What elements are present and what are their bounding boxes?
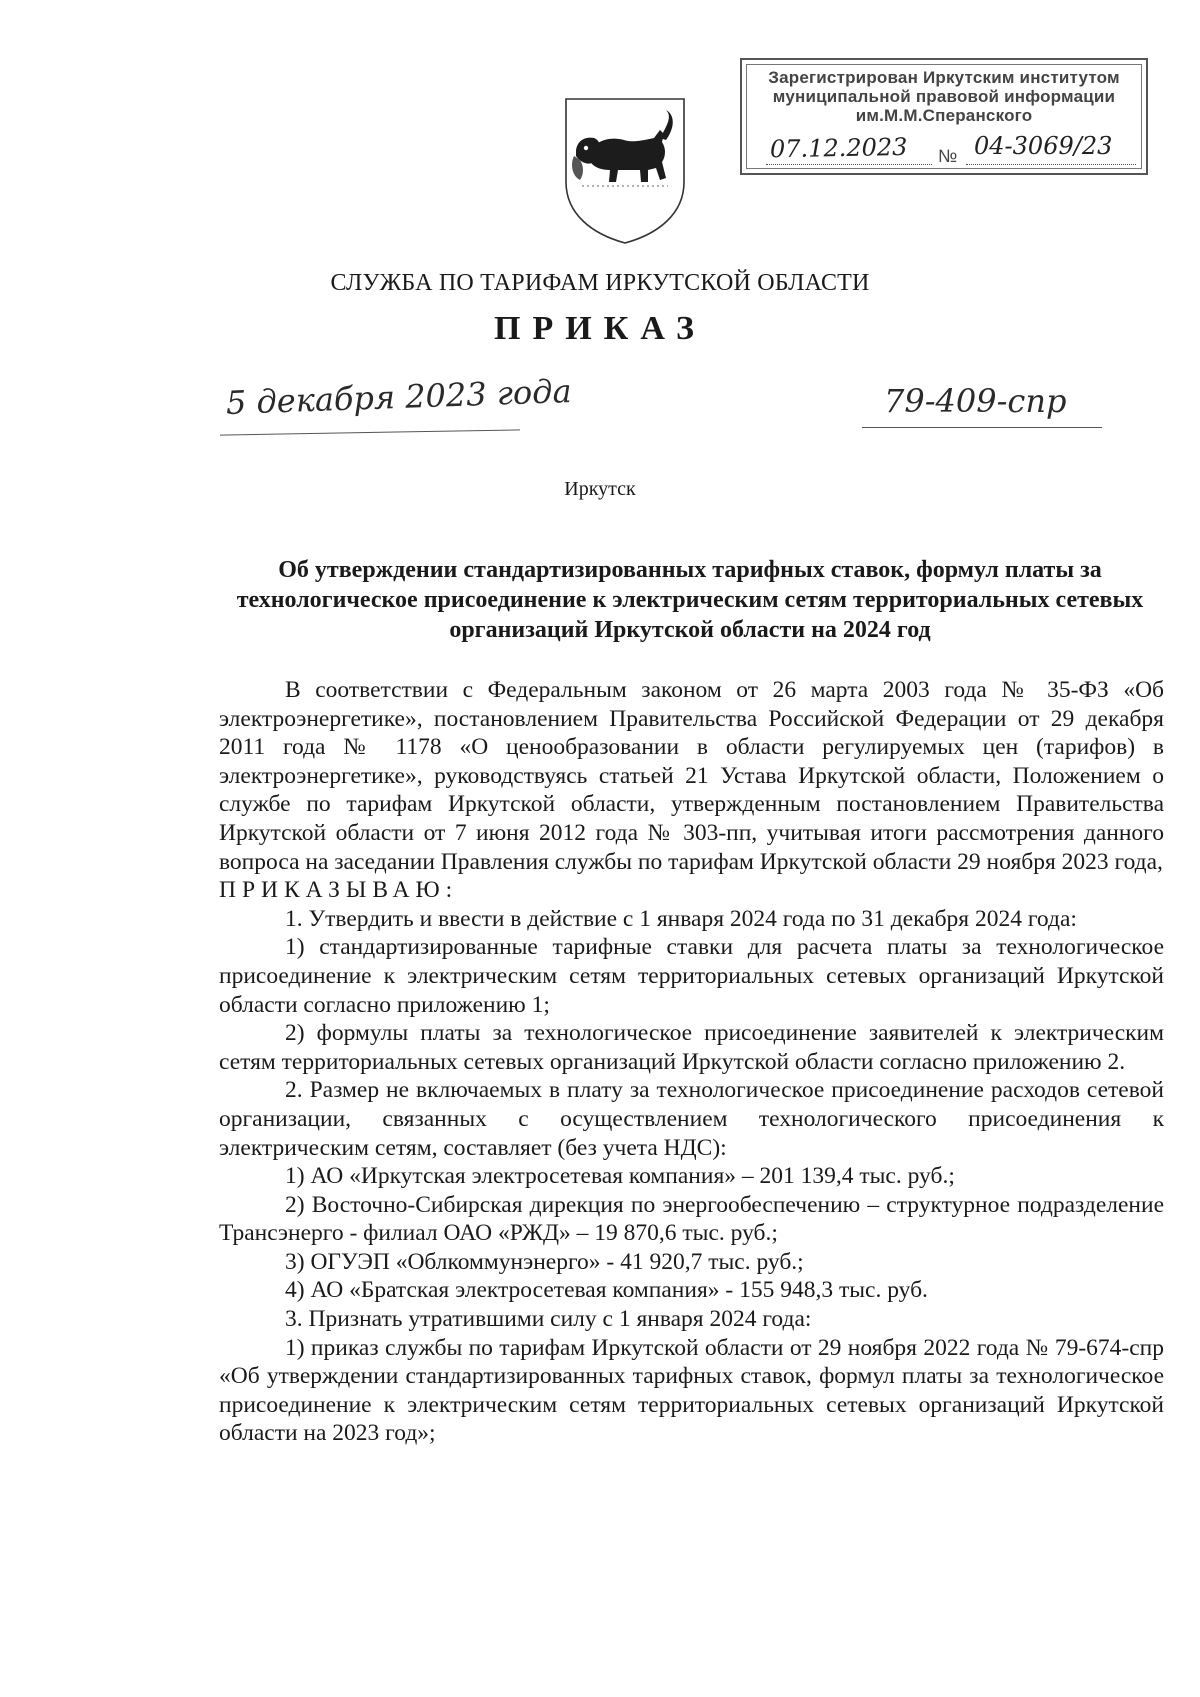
clause-1-item-1: 1) стандартизированные тарифные ставки для расчета платы за технологическое присоединение к электрическим сетям территориальных сетевых организаций Иркутской области согласно приложению 1; bbox=[219, 934, 1164, 1018]
clause-1: 1. Утвердить и ввести в действие с 1 января 2024 года по 31 декабря 2024 года: bbox=[285, 905, 1077, 932]
stamp-date-handwritten: 07.12.2023 bbox=[769, 132, 908, 164]
document-body bbox=[219, 676, 1164, 1448]
clause-2: 2. Размер не включаемых в плату за технологическое присоединение расходов сетевой организации, связанных с осуществлением технологического присоединения к электрическим сетям, составляет (без учета НДС): bbox=[219, 1077, 1164, 1161]
document-type-heading: ПРИКАЗ bbox=[494, 310, 706, 347]
clause-2-item-2: 2) Восточно-Сибирская дирекция по энергообеспечению – структурное подразделение Трансэнерго - филиал ОАО «РЖД» – 19 870,6 тыс. руб.; bbox=[219, 1191, 1164, 1247]
clause-1-item-2: 2) формулы платы за технологическое присоединение заявителей к электрическим сетям территориальных сетевых организаций Иркутской области согласно приложению 2. bbox=[219, 1020, 1164, 1075]
city-name: Иркутск bbox=[564, 478, 636, 500]
clause-2-item-4: 4) АО «Братская электросетевая компания» - 155 948,3 тыс. руб. bbox=[285, 1277, 928, 1304]
stamp-date-underline bbox=[766, 164, 932, 165]
agency-name: СЛУЖБА ПО ТАРИФАМ ИРКУТСКОЙ ОБЛАСТИ bbox=[330, 270, 870, 296]
clause-2-item-3: 3) ОГУЭП «Облкоммунэнерго» - 41 920,7 тыс. руб.; bbox=[285, 1248, 804, 1275]
order-number-handwritten: 79-409-спр bbox=[884, 382, 1067, 420]
order-date-handwritten: 5 декабря 2023 года bbox=[225, 371, 573, 422]
clause-2-item-1: 1) АО «Иркутская электросетевая компания» – 201 139,4 тыс. руб.; bbox=[285, 1163, 955, 1190]
stamp-line-3: им.М.М.Сперанского bbox=[855, 106, 1033, 125]
stamp-number-underline bbox=[966, 164, 1136, 165]
coat-of-arms-emblem bbox=[562, 96, 688, 246]
order-number-underline bbox=[862, 427, 1102, 428]
order-date-underline bbox=[220, 429, 520, 435]
clause-3: 3. Признать утратившими силу с 1 января 2024 года: bbox=[285, 1306, 812, 1333]
stamp-line-2: муниципальной правовой информации bbox=[772, 87, 1116, 106]
clause-3-item-1: 1) приказ службы по тарифам Иркутской области от 29 ноября 2022 года № 79-674-спр «Об утверждении стандартизированных тарифных ставок, формул платы за технологическое присоединение к электрическим сетям территориальных сетевых организаций Иркутской области на 2023 год»; bbox=[219, 1334, 1164, 1447]
decree-word: ПРИКАЗЫВАЮ: bbox=[219, 877, 459, 904]
stamp-line-1: Зарегистрирован Иркутским институтом bbox=[768, 68, 1120, 87]
registration-stamp bbox=[740, 58, 1148, 175]
stamp-number-label: № bbox=[938, 146, 958, 166]
document-title: Об утверждении стандартизированных тарифных ставок, формул платы за технологическое присоединение к электрическим сетям территориальных сетевых организаций Иркутской области на 2024 год bbox=[236, 557, 1144, 643]
preamble-paragraph: В соответствии с Федеральным законом от 26 марта 2003 года № 35-ФЗ «Об электроэнергетике», постановлением Правительства Российской Федерации от 29 декабря 2011 года № 1178 «О ценообразовании в области регулируемых цен (тарифов) в электроэнергетике», руководствуясь статьей 21 Устава Иркутской области, Положением о службе по тарифам Иркутской области, утвержденным постановлением Правительства Иркутской области от 7 июня 2012 года № 303-пп, учитывая итоги рассмотрения данного вопроса на заседании Правления службы по тарифам Иркутской области 29 ноября 2023 года, bbox=[219, 677, 1164, 875]
stamp-number-handwritten: 04-3069/23 bbox=[974, 132, 1113, 160]
